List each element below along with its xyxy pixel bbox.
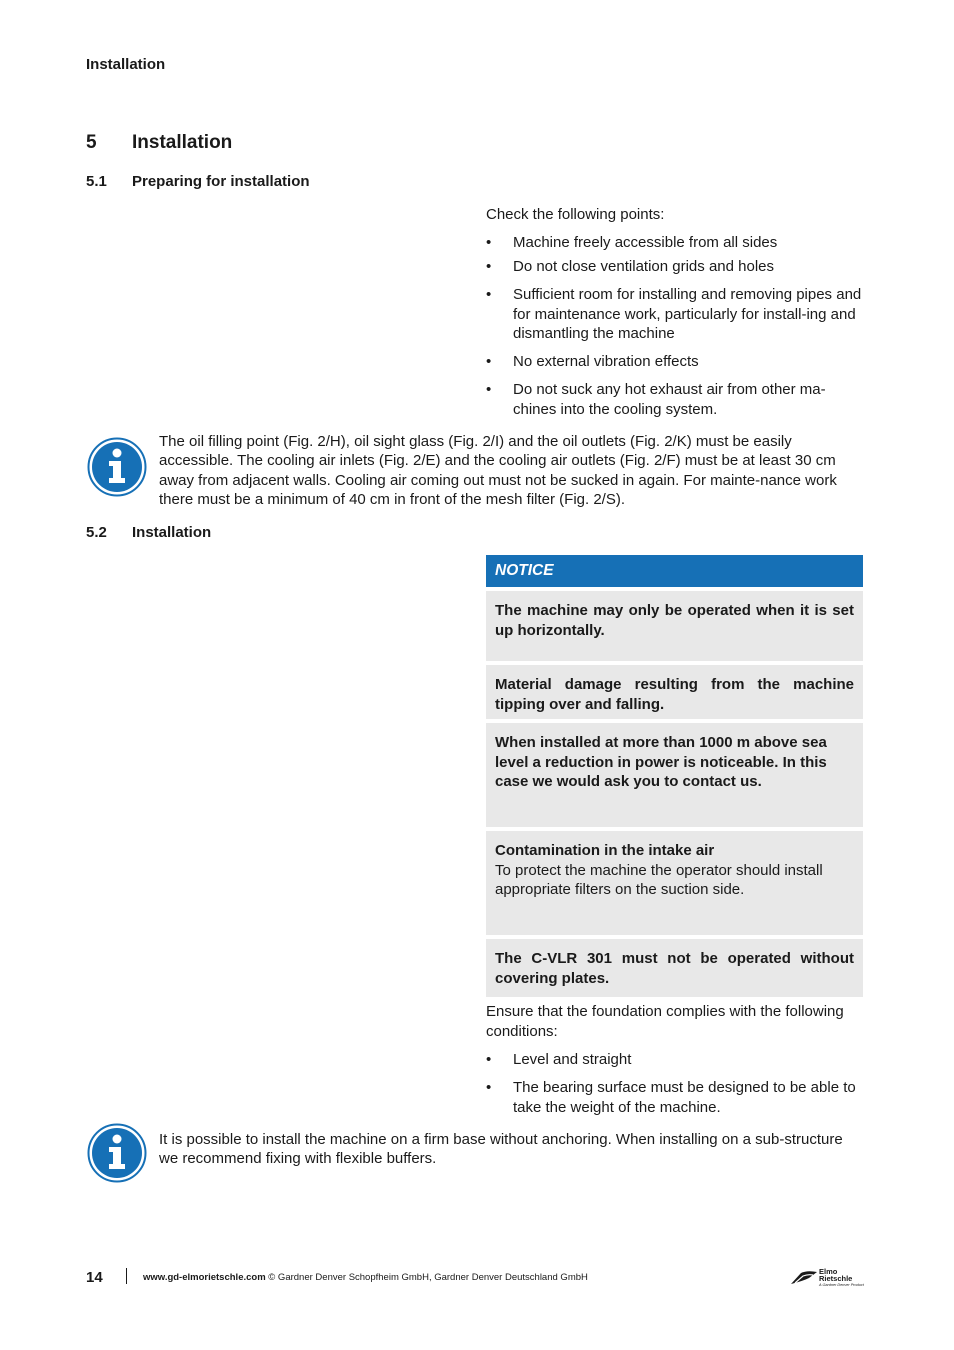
footer-copyright <box>143 1272 588 1283</box>
chapter-heading <box>86 132 232 154</box>
logo-line-1: Elmo <box>819 1267 838 1276</box>
notice-box-title: Contamination in the intake air <box>495 842 715 859</box>
copyright-text: © Gardner Denver Schopfheim GmbH, Gardner Denver Deutschland GmbH <box>268 1272 588 1283</box>
info-note-anchoring: It is possible to install the machine on a firm base without anchoring. When installing on a sub-structure we recommend fixing with flexible buffers. <box>159 1131 843 1168</box>
footer-divider <box>126 1268 127 1284</box>
elmo-rietschle-logo <box>789 1268 867 1290</box>
chapter-number: 5 <box>86 132 97 153</box>
page-footer <box>86 1268 866 1290</box>
section-heading-5-1 <box>86 173 310 190</box>
list-item: • Do not close ventilation grids and holes <box>486 257 864 277</box>
list-item: • The bearing surface must be designed to be able to take the weight of the machine. <box>486 1078 864 1117</box>
notice-box-text: To protect the machine the operator should install appropriate filters on the suction side. <box>495 861 823 898</box>
checklist <box>486 233 864 419</box>
list-item: • Machine freely accessible from all sides <box>486 233 864 253</box>
list-item: • No external vibration effects <box>486 352 864 372</box>
logo-line-2: Rietschle <box>819 1274 853 1283</box>
foundation-list <box>486 1050 864 1117</box>
section-heading-5-2 <box>86 524 211 541</box>
section-number: 5.1 <box>86 173 107 190</box>
list-item: • Sufficient room for installing and removing pipes and for maintenance work, particularly for install-ing and dismantling the machine <box>486 285 864 344</box>
foundation-conditions <box>486 1002 864 1126</box>
section-title: Preparing for installation <box>132 173 310 190</box>
notice-block <box>486 555 863 997</box>
notice-box-contamination <box>486 831 863 935</box>
running-header: Installation <box>86 56 166 73</box>
list-item: • Level and straight <box>486 1050 864 1070</box>
notice-box-tipping: Material damage resulting from the machine tipping over and falling. <box>486 665 863 719</box>
page-number: 14 <box>86 1269 103 1286</box>
notice-heading: NOTICE <box>486 555 863 587</box>
logo-tagline: A Gardner Denver Product <box>819 1283 864 1287</box>
foundation-intro: Ensure that the foundation complies with the following conditions: <box>486 1003 844 1040</box>
list-item: • Do not suck any hot exhaust air from other ma-chines into the cooling system. <box>486 380 864 419</box>
info-note-clearances: The oil filling point (Fig. 2/H), oil sight glass (Fig. 2/I) and the oil outlets (Fig. 2/K) must be easily accessible. The cooling air inlets (Fig. 2/E) and the cooling air outlets (Fig. 2/F) must be at least 30 cm away from adjacent walls. Cooling air coming out must not be sucked in again. For mainte-nance work there must be a minimum of 40 cm in front of the mesh filter (Fig. 2/S). <box>159 433 837 508</box>
notice-box-covering-plates: The C-VLR 301 must not be operated without covering plates. <box>486 939 863 997</box>
section-number: 5.2 <box>86 524 107 541</box>
info-icon <box>87 437 147 497</box>
info-icon <box>87 1123 147 1183</box>
checklist-intro: Check the following points: <box>486 206 665 223</box>
chapter-title: Installation <box>132 132 233 153</box>
logo-wordmark <box>819 1268 852 1282</box>
footer-url[interactable]: www.gd-elmorietschle.com <box>143 1272 266 1283</box>
notice-box-horizontal: The machine may only be operated when it is set up horizontally. <box>486 591 863 661</box>
preparation-checklist <box>486 205 864 428</box>
notice-box-altitude: When installed at more than 1000 m above sea level a reduction in power is noticeable. In this case we would ask you to contact us. <box>486 723 863 827</box>
section-title: Installation <box>132 524 212 541</box>
